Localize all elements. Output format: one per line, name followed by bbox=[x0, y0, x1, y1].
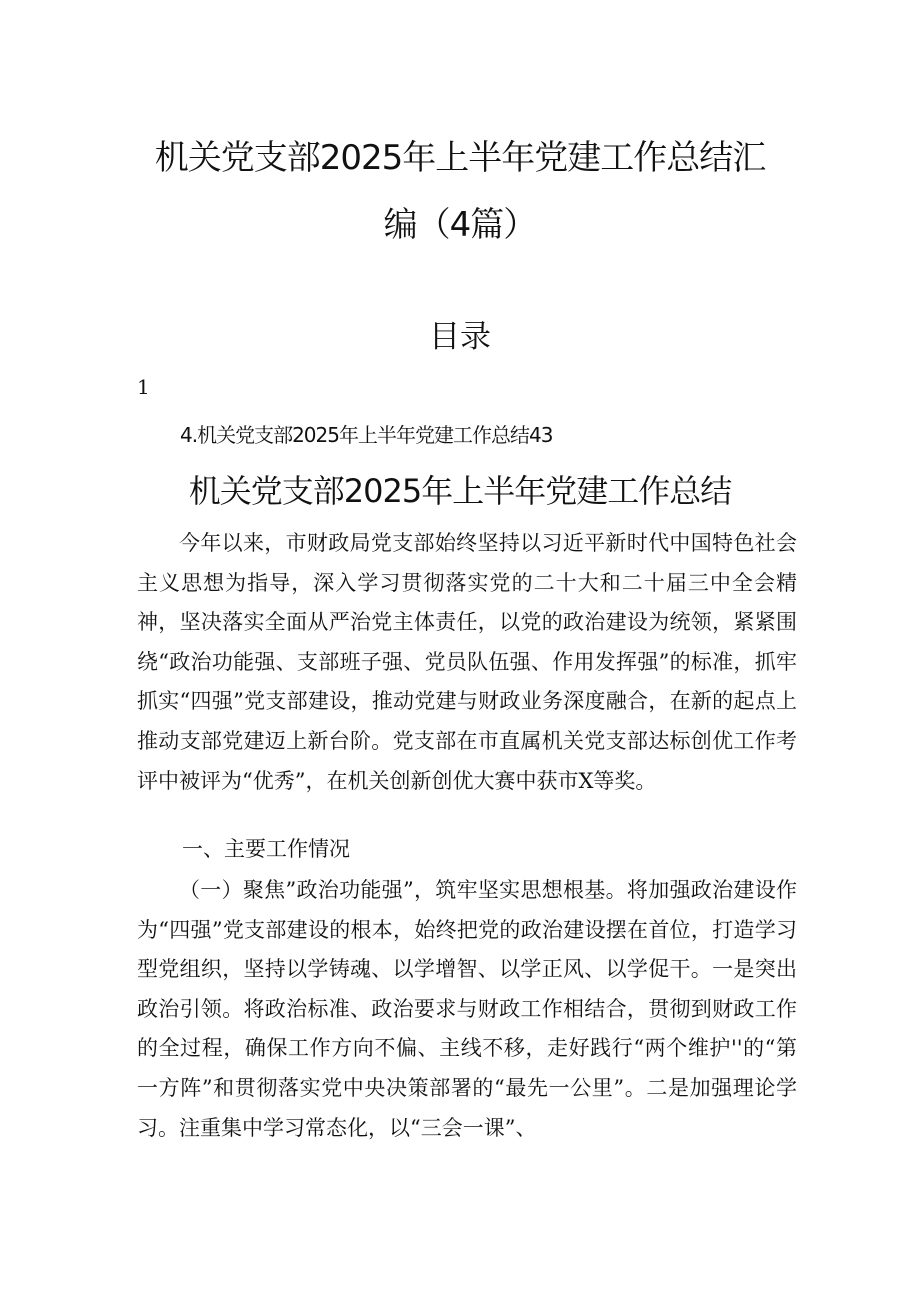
body-paragraph-intro: 今年以来，市财政局党支部始终坚持以习近平新时代中国特色社会主义思想为指导，深入学习贯彻落实党的二十大和二十届三中全会精神，坚决落实全面从严治党主体责任，以党的政治建设为统领，紧紧围绕“政治功能强、支部班子强、党员队伍强、作用发挥强”的标准，抓牢抓实“四强”党支部建设，推动党建与财政业务深度融合，在新的起点上推动支部党建迈上新台阶。党支部在市直属机关党支部达标创优工作考评中被评为“优秀”，在机关创新创优大赛中获市X等奖。 bbox=[137, 531, 797, 793]
section-heading: 一、主要工作情况 bbox=[182, 837, 350, 861]
document-title-line-1: 机关党支部2025年上半年党建工作总结汇 bbox=[154, 138, 766, 178]
document-title-line-2: 编（4篇） bbox=[383, 205, 537, 245]
toc-heading: 目录 bbox=[429, 319, 491, 355]
toc-entry[interactable]: 4.机关党支部2025年上半年党建工作总结43 bbox=[180, 423, 553, 447]
body-paragraph-political-function: （一）聚焦”政治功能强”，筑牢坚实思想根基。将加强政治建设作为“四强”党支部建设的根本，始终把党的政治建设摆在首位，打造学习型党组织，坚持以学铸魂、以学增智、以学正风、以学促干。一是突出政治引领。将政治标准、政治要求与财政工作相结合，贯彻到财政工作的全过程，确保工作方向不偏、主线不移，走好践行“两个维护''的“第一方阵”和贯彻落实党中央决策部署的“最先一公里”。二是加强理论学习。注重集中学习常态化，以“三会一课”、 bbox=[137, 878, 797, 1140]
toc-page-marker: 1 bbox=[137, 375, 150, 399]
article-title: 机关党支部2025年上半年党建工作总结 bbox=[188, 472, 732, 510]
